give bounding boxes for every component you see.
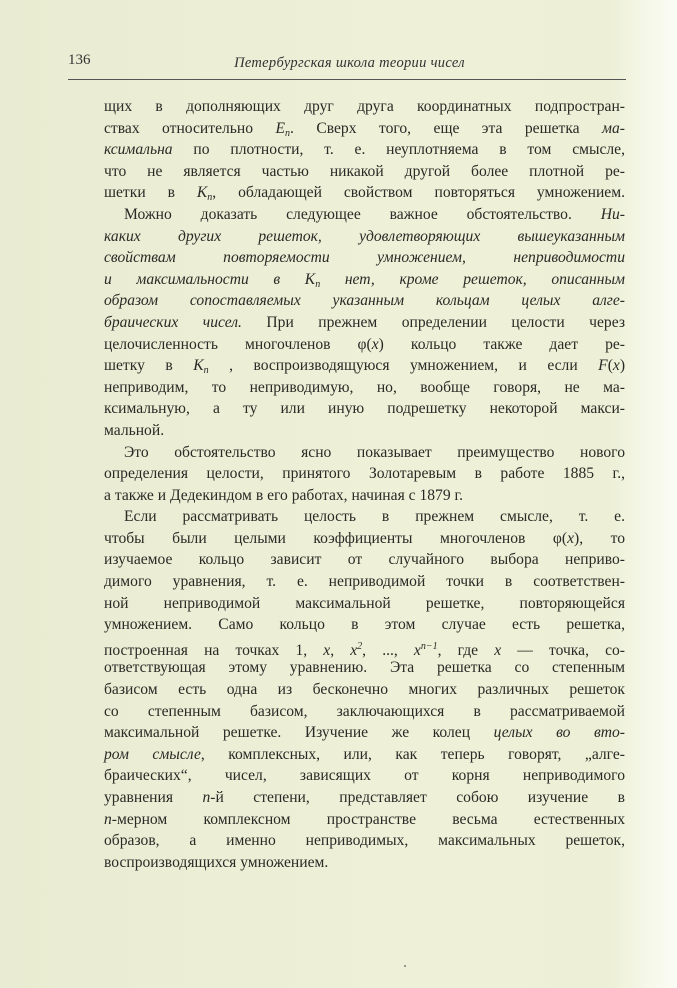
- text-span: чтобы были целыми коэффициенты многочленов φ(: [104, 529, 568, 547]
- italic-text: x: [323, 641, 331, 659]
- text-span: максимальной решетке. Изучение же колец: [104, 724, 494, 742]
- text-span: , где: [437, 641, 495, 659]
- italic-text: K: [196, 184, 208, 202]
- italic-text: и максимальности в: [104, 270, 305, 288]
- text-line: [104, 96, 625, 118]
- text-span: шетку в: [104, 357, 194, 375]
- text-span: а также и Дедекиндом в его работах, начиная с 1879 г.: [104, 486, 464, 504]
- text-span: При прежнем определении целости через: [241, 313, 626, 331]
- page-number: 136: [68, 52, 91, 68]
- text-span: ной неприводимой максимальной решетке, повторяющейся: [104, 594, 625, 612]
- text-span: ), то: [574, 529, 625, 547]
- text-line: [104, 701, 625, 723]
- text-span: ) кольцо также дает ре-: [378, 335, 625, 353]
- text-line: [104, 571, 625, 593]
- text-line: [104, 118, 625, 140]
- text-span: димого уравнения, т. е. неприводимой точки в соответствен-: [104, 573, 625, 591]
- italic-text: n: [104, 810, 112, 828]
- italic-text: образом сопоставляемых указанным кольцам целых алге-: [104, 292, 625, 310]
- italic-text: Ни-: [600, 205, 625, 223]
- text-line: [104, 809, 625, 831]
- text-span: шетки в: [104, 184, 197, 202]
- italic-text: E: [275, 119, 285, 137]
- text-span: ): [619, 357, 626, 375]
- italic-text: n: [202, 789, 211, 806]
- text-span: браических“, чисел, зависящих от корня неприводимого: [104, 767, 625, 785]
- text-line: [104, 204, 625, 226]
- text-span: со степенным базисом, заключающихся в рассматриваемой: [104, 702, 625, 720]
- text-span: Это обстоятельство ясно показывает преимущество нового: [124, 443, 625, 461]
- italic-text: F: [598, 357, 608, 375]
- text-line: [104, 377, 625, 399]
- italic-text: x: [371, 335, 379, 353]
- subscript: n: [315, 278, 321, 290]
- text-span: неприводим, то неприводимую, но, вообще говоря, не ма-: [104, 378, 625, 396]
- text-line: [104, 549, 625, 571]
- text-line: [104, 744, 625, 766]
- text-span: умножением. Само кольцо в этом случае есть решетка,: [104, 616, 625, 634]
- text-line: [104, 226, 625, 248]
- text-span: , обладающей свойством повторяться умножением.: [212, 184, 625, 202]
- text-line: [104, 636, 625, 658]
- text-line: [104, 463, 625, 485]
- text-line: [104, 442, 625, 464]
- italic-text: ром смысле: [104, 745, 201, 763]
- text-span: , ...,: [362, 641, 414, 659]
- running-title: Петербургская школа теории чисел: [234, 55, 465, 71]
- text-line: [104, 787, 625, 809]
- text-line: [104, 852, 625, 874]
- text-line: [104, 398, 625, 420]
- body-text: [104, 96, 625, 873]
- text-line: [104, 420, 625, 442]
- text-span: — точка, со-: [501, 641, 625, 659]
- text-line: [104, 506, 625, 528]
- italic-text: x: [567, 529, 575, 547]
- text-line: [104, 269, 625, 291]
- text-span: ствах относительно: [104, 119, 276, 137]
- text-line: [104, 765, 625, 787]
- italic-text: x: [612, 357, 620, 375]
- italic-text: ксимальна: [104, 141, 173, 159]
- italic-text: нет, кроме решеток, описанным: [320, 270, 626, 288]
- text-line: [104, 830, 625, 852]
- text-span: Можно доказать следующее важное обстоятельство.: [124, 205, 601, 223]
- italic-text: K: [193, 357, 204, 375]
- text-line: [104, 657, 625, 679]
- text-span: целочисленность многочленов φ(: [104, 335, 372, 353]
- text-line: [104, 139, 625, 161]
- text-line: [104, 312, 625, 334]
- text-line: [104, 593, 625, 615]
- text-span: что не является частью никакой другой более плотной ре-: [104, 162, 625, 180]
- text-span: -мерном комплексном пространстве весьма естественных: [111, 810, 625, 828]
- text-span: воспроизводящихся умножением.: [104, 853, 329, 871]
- italic-text: каких других решеток, удовлетворяющих вышеуказанным: [104, 227, 625, 245]
- text-span: базисом есть одна из бесконечно многих различных решеток: [104, 681, 625, 699]
- text-span: -й степени, представляет собою изучение в: [210, 789, 625, 806]
- text-line: [104, 334, 625, 356]
- italic-text: целых во вто-: [493, 724, 625, 742]
- text-line: [104, 614, 625, 636]
- text-span: ксимальную, а ту или иную подрешетку некоторой макси-: [104, 400, 625, 418]
- italic-text: свойствам повторяемости умножением, неприводимости: [104, 249, 625, 267]
- text-span: Если рассматривать целость в прежнем смысле, т. е.: [124, 508, 625, 526]
- supscript: 2: [357, 640, 363, 652]
- supscript: n−1: [420, 640, 438, 652]
- subscript: n: [285, 127, 290, 139]
- text-span: образов, а именно неприводимых, максимальных решеток,: [104, 832, 625, 850]
- italic-text: x: [494, 641, 502, 659]
- subscript: n: [203, 365, 209, 377]
- text-span: уравнения: [104, 789, 203, 806]
- text-span: (: [607, 357, 613, 375]
- text-span: . Сверх того, еще эта решетка: [290, 119, 603, 137]
- italic-text: x: [413, 641, 421, 659]
- text-span: , комплексных, или, как теперь говорят, „алге-: [200, 745, 625, 763]
- text-line: [104, 528, 625, 550]
- text-line: [104, 679, 625, 701]
- italic-text: ма-: [602, 119, 625, 137]
- text-span: по плотности, т. е. неуплотняема в том смысле,: [172, 141, 625, 159]
- text-span: , воспроизводящуюся умножением, и если: [208, 357, 599, 375]
- italic-text: x: [350, 641, 358, 659]
- scan-speck: [404, 965, 406, 967]
- text-span: определения целости, принятого Золотаревым в работе 1885 г.,: [104, 465, 625, 483]
- text-line: [104, 722, 625, 744]
- text-span: мальной.: [104, 421, 165, 439]
- text-line: [104, 290, 625, 312]
- header-rule: [68, 79, 626, 80]
- text-line: [104, 247, 625, 269]
- italic-text: браических чисел.: [104, 313, 242, 331]
- text-line: [104, 355, 625, 377]
- subscript: n: [207, 192, 213, 204]
- text-span: ответствующая этому уравнению. Эта решетка со степенным: [104, 659, 625, 677]
- text-span: построенная на точках 1,: [104, 641, 324, 659]
- text-span: ,: [330, 641, 351, 659]
- text-line: [104, 485, 625, 507]
- text-span: щих в дополняющих друг друга координатных подпростран-: [104, 98, 625, 115]
- text-line: [104, 161, 625, 183]
- text-line: [104, 182, 625, 204]
- text-span: изучаемое кольцо зависит от случайного выбора неприво-: [104, 551, 625, 569]
- italic-text: K: [304, 270, 316, 288]
